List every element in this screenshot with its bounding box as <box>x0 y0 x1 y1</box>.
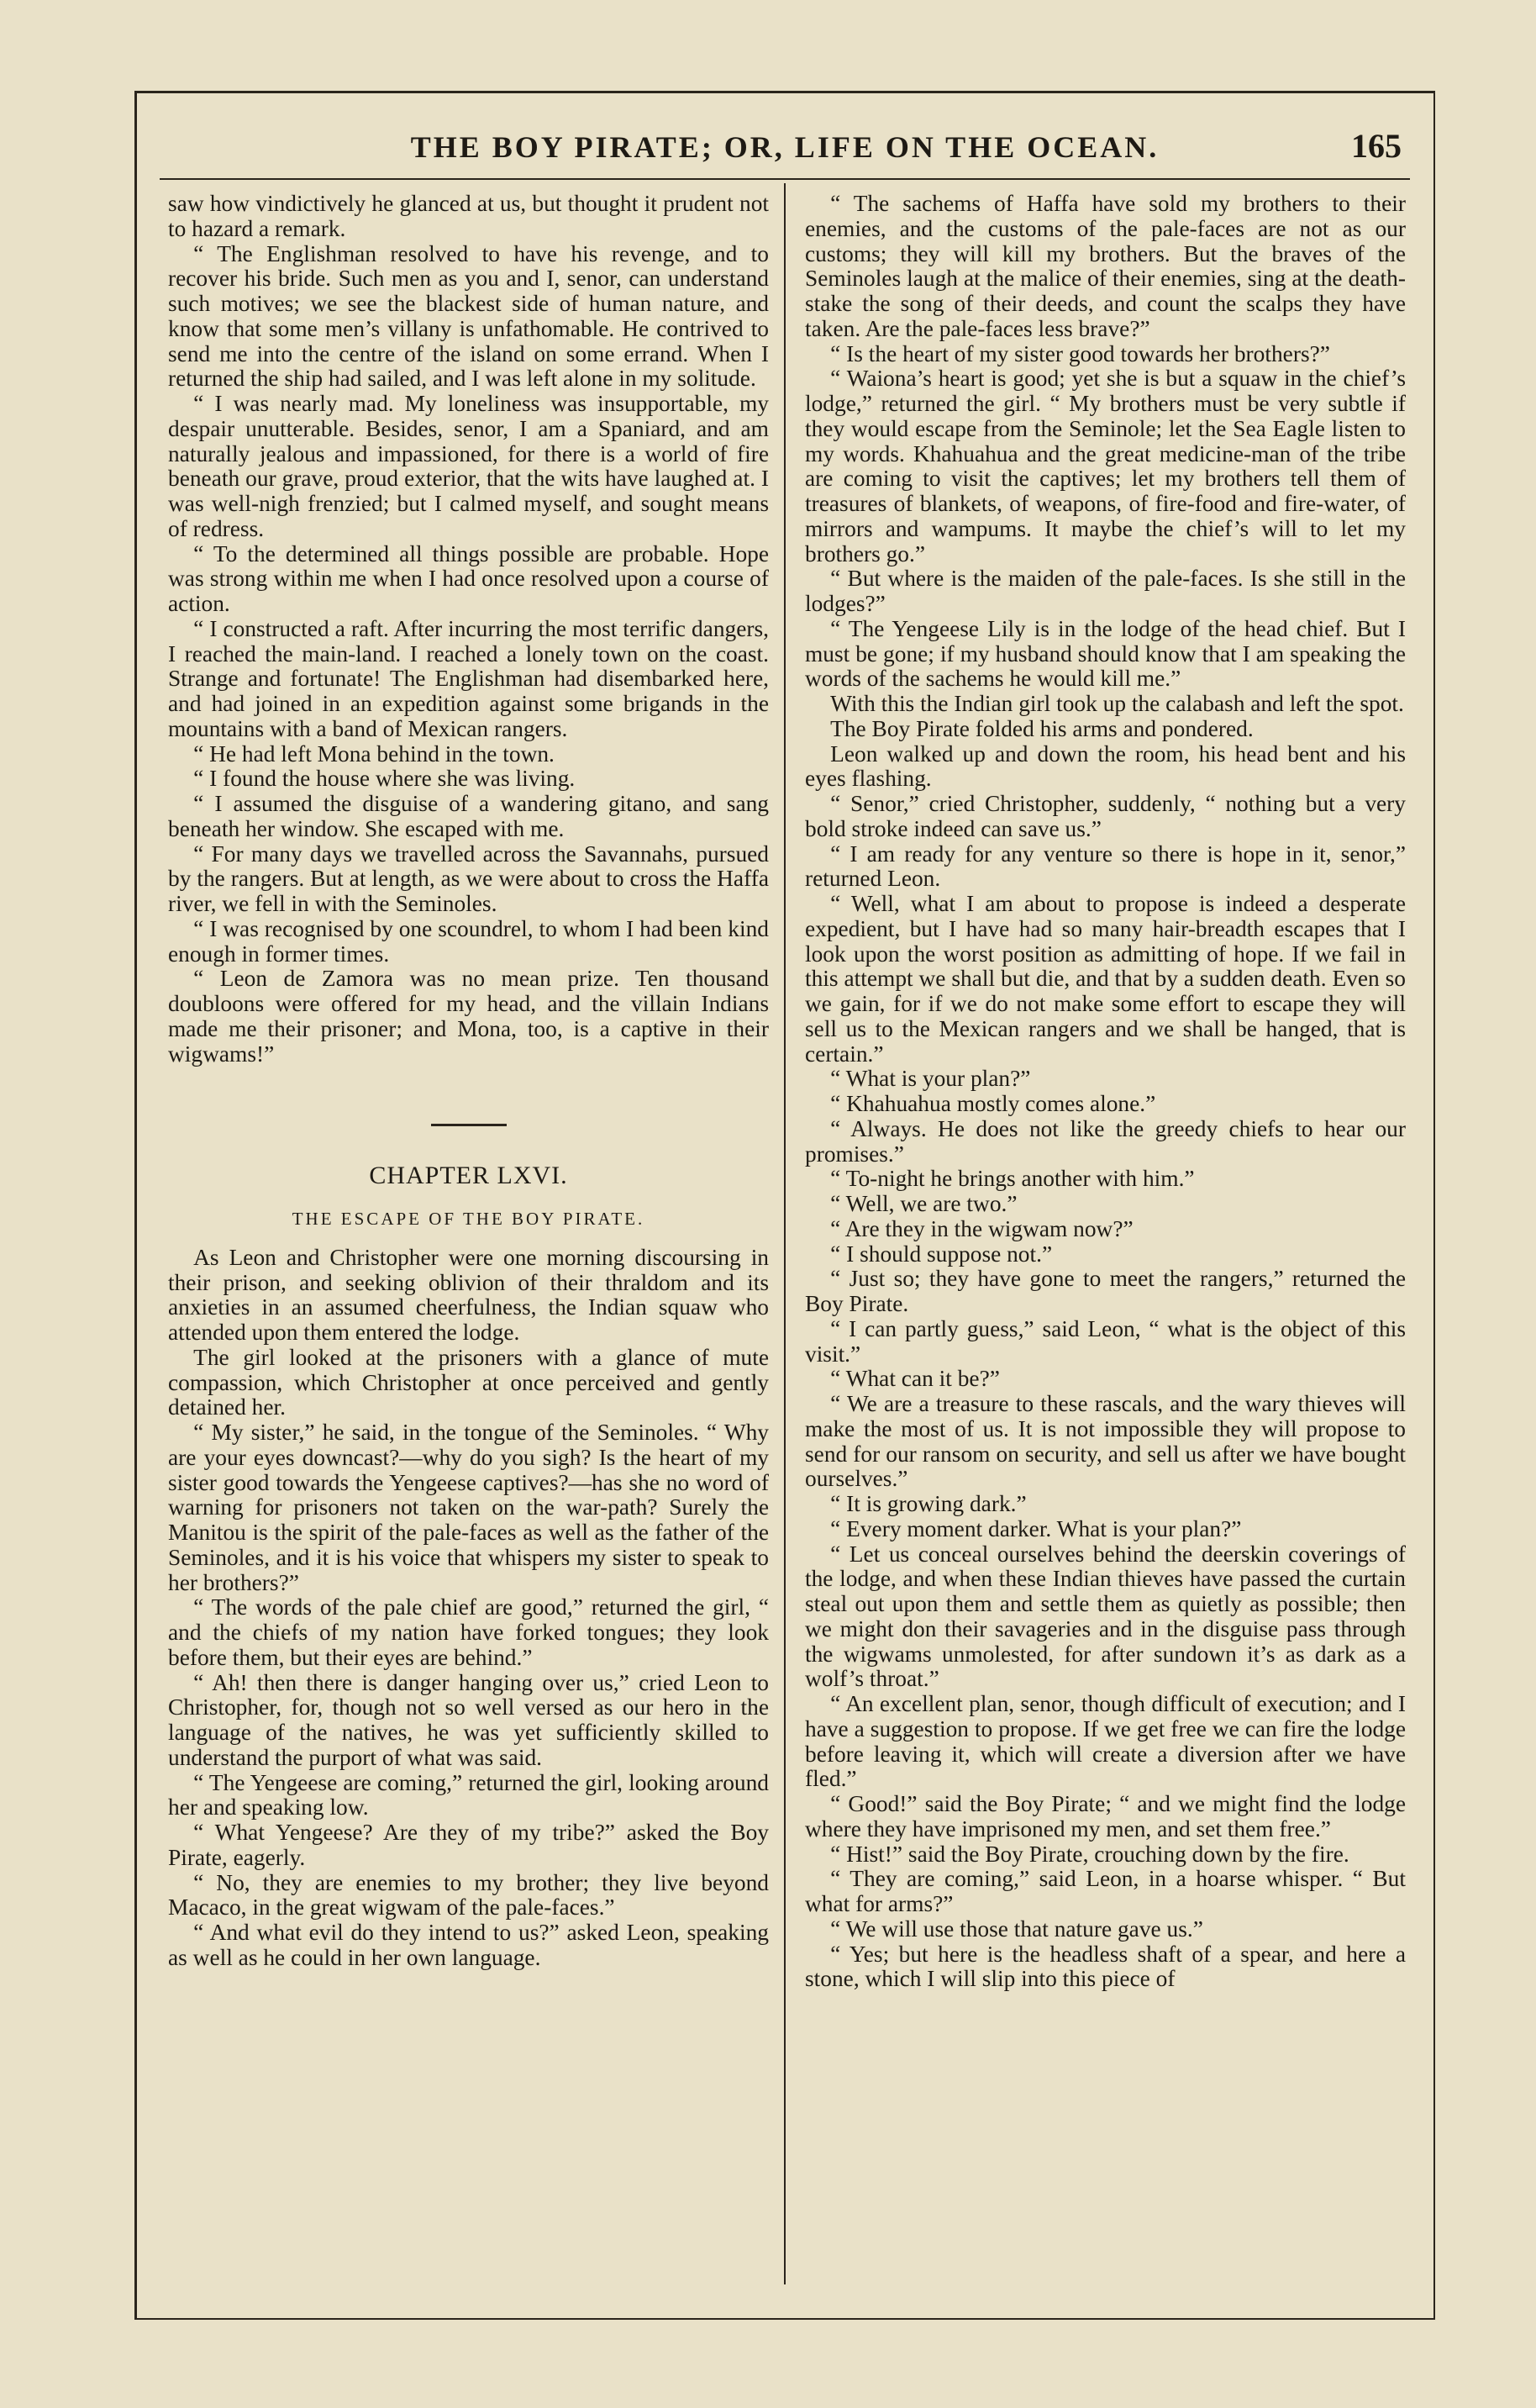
paragraph: “ I was recognised by one scoundrel, to whom I had been kind enough in former times. <box>168 915 769 967</box>
paragraph: “ What can it be?” <box>830 1366 1000 1392</box>
paragraph: “ It is growing dark.” <box>830 1491 1027 1516</box>
paragraph: “ Let us conceal ourselves behind the deerskin coverings of the lodge, and when these Indian thieves have passed the curtain steal out upon them and settle them as quietly as possible; then we might don their savageries and in the disguise pass through the wigwams unmolested, for after sundown it’s as dark as a wolf’s throat.” <box>805 1541 1406 1692</box>
paragraph: “ For many days we travelled across the Savannahs, pursued by the rangers. But at length, as we were about to cross the Haffa river, we fell in with the Seminoles. <box>168 840 769 916</box>
chapter-subtitle: THE ESCAPE OF THE BOY PIRATE. <box>292 1209 645 1229</box>
paragraph: “ I should suppose not.” <box>830 1241 1053 1267</box>
paragraph: “ An excellent plan, senor, though difficult of execution; and I have a suggestion to propose. If we get free we can fire the lodge before leaving it, which will create a diversion after we have fled.” <box>805 1691 1406 1792</box>
paragraph: “ Always. He does not like the greedy chiefs to hear our promises.” <box>805 1115 1406 1167</box>
paragraph: “ I was nearly mad. My loneliness was insupportable, my despair unutterable. Besides, senor, I am a Spaniard, and am naturally jealous and impassioned, for there is a world of fire beneath our grave, proud exterior, that the wits have laughed at. I was well-nigh frenzied; but I calmed myself, and sought means of redress. <box>168 391 769 541</box>
paragraph: “ My sister,” he said, in the tongue of the Seminoles. “ Why are your eyes downcast?—why do you sigh? Is the heart of my sister good towards the Yengeese captives?—has she no word of warning for prisoners not taken on the war-path? Surely the Manitou is the spirit of the pale-faces as well as the father of the Seminoles, and it is his voice that whispers my sister to speak to her brothers?” <box>168 1420 769 1595</box>
paragraph: “ The Englishman resolved to have his revenge, and to recover his bride. Such men as you and I, senor, can understand such motives; we see the blackest side of human nature, and know that some men’s villany is unfathomable. He contrived to send me into the centre of the island on some errand. When I returned the ship had sailed, and I was left alone in my solitude. <box>168 240 769 392</box>
paragraph: “ Just so; they have gone to meet the rangers,” returned the Boy Pirate. <box>805 1266 1406 1316</box>
paragraph: “ No, they are enemies to my brother; they live beyond Macaco, in the great wigwam of the pale-faces.” <box>168 1869 769 1921</box>
paragraph: “ I constructed a raft. After incurring the most terrific dangers, I reached the main-land. I reached a lonely town on the coast. Strange and fortunate! The Englishman had disembarked here, and had joined in an expedition against some brigands in the mountains with a band of Mexican rangers. <box>168 615 769 741</box>
paragraph: “ Leon de Zamora was no mean prize. Ten thousand doubloons were offered for my head, and the villain Indians made me their prisoner; and Mona, too, is a captive in their wigwams!” <box>168 966 769 1067</box>
page-frame-left <box>134 91 137 2318</box>
paragraph: “ To the determined all things possible are probable. Hope was strong within me when I had once resolved upon a course of action. <box>168 540 769 616</box>
paragraph: “ I am ready for any venture so there is hope in it, senor,” returned Leon. <box>805 840 1406 892</box>
paragraph: saw how vindictively he glanced at us, but thought it prudent not to hazard a remark. <box>168 191 769 241</box>
page-header <box>160 126 1410 177</box>
chapter-title: CHAPTER LXVI. <box>369 1162 568 1190</box>
paragraph: “ They are coming,” said Leon, in a hoarse whisper. “ But what for arms?” <box>805 1866 1406 1916</box>
paragraph: “ The words of the pale chief are good,” returned the girl, “ and the chiefs of my nation have forked tongues; they look before them, but their eyes are behind.” <box>168 1594 769 1670</box>
paragraph: “ Is the heart of my sister good towards her brothers?” <box>830 340 1330 366</box>
running-head: THE BOY PIRATE; OR, LIFE ON THE OCEAN. <box>410 130 1160 164</box>
chapter-divider <box>431 1124 507 1126</box>
paragraph: “ Hist!” said the Boy Pirate, crouching down by the fire. <box>830 1841 1349 1867</box>
paragraph: “ I can partly guess,” said Leon, “ what is the object of this visit.” <box>805 1315 1406 1367</box>
paragraph: “ Are they in the wigwam now?” <box>830 1215 1134 1241</box>
paragraph: “ Senor,” cried Christopher, suddenly, “ nothing but a very bold stroke indeed can save us.” <box>805 791 1406 841</box>
page-frame-top <box>134 91 1435 93</box>
paragraph: “ Well, we are two.” <box>830 1191 1018 1216</box>
paragraph: “ Khahuahua mostly comes alone.” <box>830 1091 1156 1116</box>
paragraph: “ What Yengeese? Are they of my tribe?” asked the Boy Pirate, eagerly. <box>168 1820 769 1870</box>
paragraph: The girl looked at the prisoners with a glance of mute compassion, which Christopher at once perceived and gently detained her. <box>168 1344 769 1420</box>
paragraph: With this the Indian girl took up the calabash and left the spot. <box>830 691 1404 716</box>
paragraph: “ Yes; but here is the headless shaft of a spear, and here a stone, which I will slip into this piece of <box>805 1941 1406 1992</box>
paragraph: As Leon and Christopher were one morning discoursing in their prison, and seeking oblivion of their thraldom and its anxieties in an assumed cheerfulness, the Indian squaw who attended upon them entered the lodge. <box>168 1244 769 1345</box>
paragraph: “ But where is the maiden of the pale-faces. Is she still in the lodges?” <box>805 566 1406 616</box>
paragraph: “ The sachems of Haffa have sold my brothers to their enemies, and the customs of the pale-faces are not as our customs; they will kill my brothers. But the braves of the Seminoles laugh at the malice of their enemies, sing at the death-stake the song of their deeds, and count the scalps they have taken. Are the pale-faces less brave?” <box>805 191 1406 341</box>
page-frame-right <box>1433 91 1435 2318</box>
right-column <box>805 192 1406 1992</box>
paragraph: “ What is your plan?” <box>830 1066 1031 1092</box>
paragraph: “ The Yengeese Lily is in the lodge of the head chief. But I must be gone; if my husband should know that I am speaking the words of the sachems he would kill me.” <box>805 615 1406 692</box>
story-text-before <box>168 192 769 1067</box>
paragraph: “ I found the house where she was living. <box>193 766 576 792</box>
paragraph: “ Good!” said the Boy Pirate; “ and we might find the lodge where they have imprisoned my men, and set them free.” <box>805 1791 1406 1842</box>
paragraph: Leon walked up and down the room, his head bent and his eyes flashing. <box>805 740 1406 792</box>
paragraph: “ We will use those that nature gave us.” <box>830 1915 1203 1942</box>
paragraph: “ To-night he brings another with him.” <box>830 1166 1195 1192</box>
page-number: 165 <box>1351 127 1402 165</box>
paragraph: “ Ah! then there is danger hanging over us,” cried Leon to Christopher, for, though not so well versed as our hero in the language of the natives, he was yet sufficiently skilled to understand the purport of what was said. <box>168 1669 769 1770</box>
paragraph: “ Waiona’s heart is good; yet she is but a squaw in the chief’s lodge,” returned the girl. “ My brothers must be very subtle if they would escape from the Seminole; let the Sea Eagle listen to my words. Khahuahua and the great medicine-man of the tribe are coming to visit the captives; let my brothers tell them of treasures of blankets, of weapons, of fire-food and fire-water, of mirrors and wampums. It maybe the chief’s will to let my brothers go.” <box>805 366 1406 566</box>
paragraph: “ He had left Mona behind in the town. <box>193 740 555 767</box>
story-text-after <box>168 1246 769 1971</box>
paragraph: “ Every moment darker. What is your plan?” <box>830 1515 1242 1541</box>
paragraph: “ The Yengeese are coming,” returned the girl, looking around her and speaking low. <box>168 1769 769 1820</box>
column-divider <box>784 183 786 2284</box>
paragraph: The Boy Pirate folded his arms and pondered. <box>830 715 1254 741</box>
paragraph: “ We are a treasure to these rascals, and the wary thieves will make the most of us. It is not impossible they will propose to send for our ransom on security, and sell us after we have bought ourselves.” <box>805 1391 1406 1492</box>
left-column <box>168 192 769 1971</box>
paragraph: “ I assumed the disguise of a wandering gitano, and sang beneath her window. She escaped with me. <box>168 791 769 841</box>
paragraph: “ Well, what I am about to propose is indeed a desperate expedient, but I have had so many hair-breadth escapes that I look upon the worst position as admitting of hope. If we fail in this attempt we shall but die, and that by a sudden death. Even so we gain, for if we do not make some effort to escape they will sell us to the Mexican rangers and we shall be hanged, that is certain.” <box>805 891 1406 1067</box>
header-rule <box>160 178 1410 180</box>
page-frame-bottom <box>134 2318 1435 2320</box>
paragraph: “ And what evil do they intend to us?” asked Leon, speaking as well as he could in her own language. <box>168 1920 769 1970</box>
